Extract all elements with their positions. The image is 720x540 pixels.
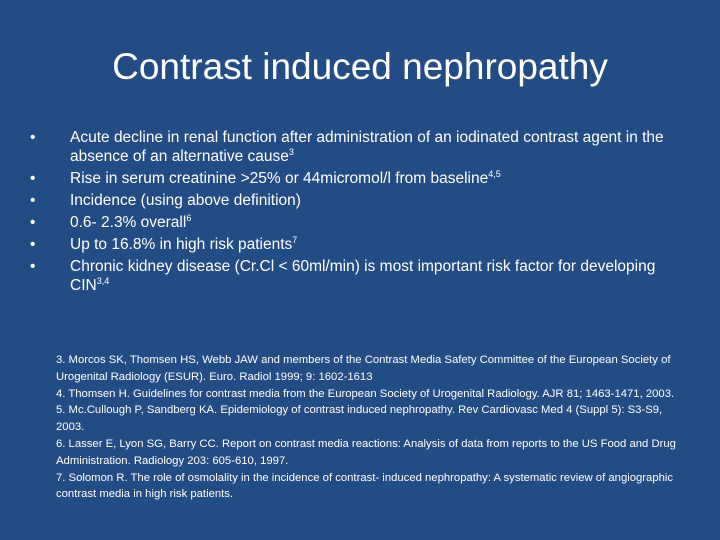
bullet-text: Rise in serum creatinine >25% or 44micromol/l from baseline — [70, 170, 489, 187]
bullet-item — [30, 169, 680, 188]
bullet-item — [30, 213, 680, 232]
bullet-text: Chronic kidney disease (Cr.Cl < 60ml/min) is most important risk factor for developing CIN — [70, 258, 656, 294]
reference-item: 6. Lasser E, Lyon SG, Barry CC. Report on contrast media reactions: Analysis of data from reports to the US Food and Drug Administration. Radiology 203: 605-610, 1997. — [56, 437, 676, 467]
reference-item: 4. Thomsen H. Guidelines for contrast media from the European Society of Urogenital Radiology. AJR 81; 1463-1471, 2003. — [56, 387, 675, 400]
bullet-item — [30, 235, 680, 254]
bullet-icon: • — [30, 129, 36, 146]
bullet-icon: • — [30, 258, 36, 275]
bullet-text: Incidence (using above definition) — [70, 192, 301, 209]
bullet-list — [30, 128, 680, 298]
bullet-text: Up to 16.8% in high risk patients — [70, 236, 293, 253]
bullet-icon: • — [30, 192, 36, 209]
references — [56, 352, 676, 503]
citation-superscript: 7 — [292, 234, 298, 245]
bullet-icon: • — [30, 236, 36, 253]
bullet-item — [30, 128, 680, 166]
reference-item: 5. Mc.Cullough P, Sandberg KA. Epidemiology of contrast induced nephropathy. Rev Cardiovasc Med 4 (Suppl 5): S3-S9, 2003. — [56, 404, 663, 434]
bullet-item — [30, 257, 680, 295]
bullet-text: Acute decline in renal function after administration of an iodinated contrast agent in the absence of an alternative cause — [70, 129, 664, 165]
reference-item: 7. Solomon R. The role of osmolality in the incidence of contrast- induced nephropathy: A systematic review of angiographic contrast media in high risk patients. — [56, 471, 674, 501]
bullet-item — [30, 191, 680, 210]
citation-superscript: 4,5 — [488, 168, 501, 179]
citation-superscript: 3 — [288, 146, 294, 157]
slide-title: Contrast induced nephropathy — [112, 46, 608, 87]
bullet-icon: • — [30, 170, 36, 187]
bullet-icon: • — [30, 214, 36, 231]
citation-superscript: 6 — [186, 212, 192, 223]
reference-item: 3. Morcos SK, Thomsen HS, Webb JAW and members of the Contrast Media Safety Committee of the European Society of Urogenital Radiology (ESUR). Euro. Radiol 1999; 9: 1602-1613 — [56, 354, 671, 383]
citation-superscript: 3,4 — [96, 275, 110, 286]
bullet-text: 0.6- 2.3% overall — [70, 214, 187, 231]
